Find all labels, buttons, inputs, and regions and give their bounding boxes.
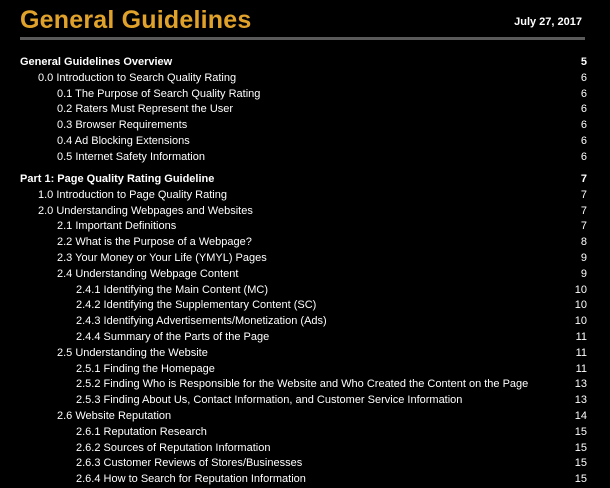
toc-entry-label: 2.4.1 Identifying the Main Content (MC) [76,283,268,296]
toc-entry-label: 2.5.1 Finding the Homepage [76,362,215,375]
toc-entry[interactable] [0,267,610,283]
toc-page-number: 10 [574,315,587,328]
toc-page-number: 11 [575,330,587,343]
toc-entry-label: 2.2 What is the Purpose of a Webpage? [57,236,252,249]
toc-entry[interactable] [0,204,610,220]
toc-entry[interactable] [0,456,610,472]
toc-entry-label: 2.3 Your Money or Your Life (YMYL) Pages [57,251,267,264]
toc-entry[interactable] [0,118,610,134]
toc-page-number: 7 [580,188,587,201]
toc-entry-label: 2.1 Important Definitions [57,220,177,233]
toc-page-number: 6 [580,103,587,116]
toc-entry[interactable] [0,314,610,330]
toc-page-number: 14 [574,409,587,422]
toc-page-number: 7 [580,172,587,185]
toc-entry[interactable] [0,283,610,299]
toc-entry-label: General Guidelines Overview [20,56,173,68]
toc-entry[interactable] [0,441,610,457]
toc-page-number: 6 [580,119,587,132]
toc-entry[interactable] [0,219,610,235]
toc-entry[interactable] [0,377,610,393]
toc-page-number: 15 [574,457,587,470]
document-title: General Guidelines [20,6,252,34]
toc-entry-label: 0.3 Browser Requirements [57,119,188,132]
toc-entry[interactable] [0,251,610,267]
toc-page-number: 6 [580,71,587,84]
toc-entry-label: 0.2 Raters Must Represent the User [57,103,234,116]
toc-page-number: 15 [574,425,587,438]
toc-entry[interactable] [0,102,610,118]
toc-entry[interactable] [0,298,610,314]
toc-entry-label: Part 1: Page Quality Rating Guideline [20,172,215,185]
toc-page-number: 15 [574,473,587,486]
toc-entry-label: 2.5 Understanding the Website [57,346,208,359]
toc-entry-label: 2.6.4 How to Search for Reputation Information [76,473,306,486]
toc-page-number: 9 [580,251,587,264]
toc-entry[interactable] [0,188,610,204]
table-of-contents [0,55,610,488]
toc-entry-label: 0.5 Internet Safety Information [57,150,205,163]
toc-entry-label: 2.4.2 Identifying the Supplementary Content (SC) [76,299,317,312]
toc-entry[interactable] [0,87,610,103]
toc-entry-label: 0.0 Introduction to Search Quality Rating [38,71,237,84]
toc-entry[interactable] [0,330,610,346]
toc-page-number: 10 [574,299,587,312]
toc-entry[interactable] [0,235,610,251]
toc-page-number: 11 [575,346,587,359]
toc-page-number: 10 [574,283,587,296]
toc-entry-label: 2.4.4 Summary of the Parts of the Page [76,330,270,343]
toc-entry-label: 2.6.3 Customer Reviews of Stores/Businesses [76,457,303,470]
toc-page-number: 6 [580,150,587,163]
toc-page-number: 7 [580,204,587,217]
document-header [0,0,610,40]
toc-entry-label: 2.4.3 Identifying Advertisements/Monetization (Ads) [76,315,327,328]
toc-entry[interactable] [0,409,610,425]
toc-entry-label: 2.0 Understanding Webpages and Websites [38,204,253,217]
toc-entry[interactable] [0,362,610,378]
toc-page-number: 13 [574,394,587,407]
document-date: July 27, 2017 [514,16,582,28]
toc-page-number: 6 [580,87,587,100]
toc-page-number: 5 [580,56,587,68]
toc-page-number: 15 [574,441,587,454]
toc-entry[interactable] [0,71,610,87]
toc-page-number: 7 [580,220,587,233]
toc-entry-label: 2.6 Website Reputation [57,409,172,422]
toc-page-number: 9 [580,267,587,280]
toc-entry[interactable] [0,393,610,409]
toc-entry-label: 0.4 Ad Blocking Extensions [57,134,190,147]
header-divider [20,37,585,40]
toc-entry[interactable] [0,346,610,362]
toc-page-number: 13 [574,378,587,391]
toc-entry-label: 2.5.3 Finding About Us, Contact Information, and Customer Service Information [76,394,463,407]
toc-entry-label: 2.6.2 Sources of Reputation Information [76,441,271,454]
toc-entry-label: 0.1 The Purpose of Search Quality Rating [57,87,261,100]
toc-entry-label: 2.5.2 Finding Who is Responsible for the Website and Who Created the Content on the Page [76,378,529,391]
toc-entry[interactable] [0,150,610,166]
toc-page-number: 8 [580,236,587,249]
toc-section-heading[interactable] [0,55,610,71]
toc-entry[interactable] [0,134,610,150]
toc-entry[interactable] [0,425,610,441]
toc-entry-label: 2.4 Understanding Webpage Content [57,267,239,280]
toc-page-number: 11 [575,362,587,375]
toc-section-heading[interactable] [0,172,610,188]
toc-entry-label: 1.0 Introduction to Page Quality Rating [38,188,227,201]
toc-entry-label: 2.6.1 Reputation Research [76,425,207,438]
toc-page-number: 6 [580,134,587,147]
